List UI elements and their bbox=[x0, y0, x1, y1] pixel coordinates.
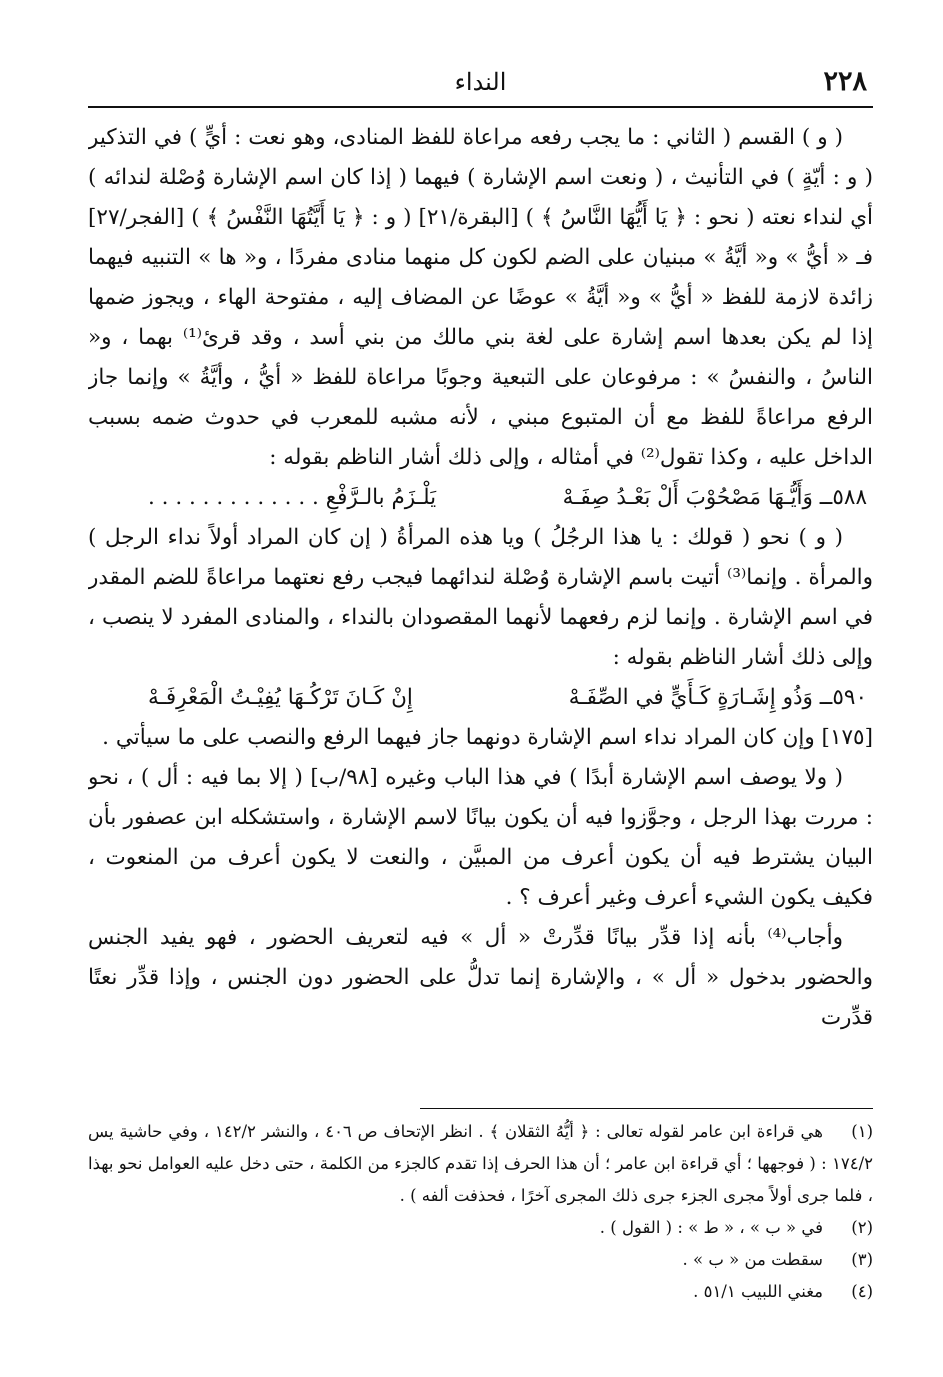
footnote-1 bbox=[88, 1116, 873, 1212]
main-text bbox=[88, 118, 873, 1080]
footnote-number: (٢) bbox=[851, 1218, 873, 1237]
verse-588-second-hemistich: يَلْـزَمُ بالـرَّفْعِ . . . . . . . . . . . . . bbox=[148, 485, 437, 510]
footnote-number: (٤) bbox=[851, 1282, 873, 1301]
footnote-number: (١) bbox=[851, 1122, 874, 1141]
footnote-number: (٣) bbox=[851, 1250, 873, 1269]
footnote-4 bbox=[88, 1276, 873, 1308]
page-number: ٢٢٨ bbox=[823, 66, 867, 97]
footnote-3 bbox=[88, 1244, 873, 1276]
footnotes bbox=[88, 1116, 873, 1308]
verse-588 bbox=[88, 478, 873, 518]
verse-590-second-hemistich: إِنْ كَـانَ تَرْكُـهَا يُفِيْـتُ الْمَعْرِفَـهْ bbox=[148, 685, 413, 710]
footnote-separator bbox=[420, 1108, 873, 1109]
footnote-text: سقطت من « ب » . bbox=[682, 1250, 823, 1269]
running-title: النداء bbox=[454, 68, 507, 96]
paragraph-175: [١٧٥] وإن كان المراد نداء اسم الإشارة دونهما جاز فيهما الرفع والنصب على ما سيأتي . bbox=[102, 725, 873, 750]
verse-590 bbox=[88, 678, 873, 718]
paragraph-demonstrative: ( و ) نحو ( قولك : يا هذا الرجُلُ ) ويا هذه المرأةُ ( إن كان المراد أولاً نداء الرجل ) والمرأة . وإنما⁽³⁾ أتيت باسم الإشارة وُصْلة لندائهما فيجب رفع نعتهما مراعاةً للضم المقدر في اسم الإشارة . وإنما لزم رفعهما لأنهما المقصودان بالنداء ، والمنادى المفرد لا ينصب ، وإلى ذلك أشار الناظم بقوله : bbox=[88, 525, 873, 670]
paragraph-vocative-adjective: ( و ) القسم ( الثاني : ما يجب رفعه مراعاة للفظ المنادى، وهو نعت : أيٍّ ) في التذكير ( و : أيّةٍ ) في التأنيث ، ( ونعت اسم الإشارة ) فيهما ( إذا كان اسم الإشارة وُصْلة لندائه ) أي لنداء نعته ( نحو : ﴿ يَا أَيُّهَا النَّاسُ ﴾ ) [البقرة/٢١] ( و : ﴿ يَا أَيَّتُهَا النَّفْسُ ﴾ ) [الفجر/٢٧] فـ « أيُّ » و« أيَّةُ » مبنيان على الضم لكون كل منهما منادى مفردًا ، و« ها » التنبيه فيهما زائدة لازمة للفظ « أيُّ » و« أيَّةُ » عوضًا عن المضاف إليه ، مفتوحة الهاء ، ويجوز ضمها إذا لم يكن بعدها اسم إشارة على لغة بني مالك من بني أسد ، وقد قرئ⁽¹⁾ بهما ، و« الناسُ ، والنفسُ » : مرفوعان على التبعية وجوبًا مراعاة للفظ « أيُّ ، وأيَّةُ » وإنما جاز الرفع مراعاةً للفظ مع أن المتبوع مبني ، لأنه مشبه للمعرب في حدوث ضمه بسبب الداخل عليه ، وكذا تقول⁽²⁾ في أمثاله ، وإلى ذلك أشار الناظم بقوله : bbox=[88, 125, 873, 470]
paragraph-demonstrative-description: ( ولا يوصف اسم الإشارة أبدًا ) في هذا الباب وغيره [٩٨/ب] ( إلا بما فيه : أل ) ، نحو : مررت بهذا الرجل ، وجوَّزوا فيه أن يكون بيانًا لاسم الإشارة ، واستشكله ابن عصفور بأن البيان يشترط فيه أن يكون أعرف من المبيَّن ، والنعت لا يكون أعرف من المنعوت ، فكيف يكون الشيء أعرف وغير أعرف ؟ . bbox=[88, 765, 873, 910]
verse-588-first-hemistich: ٥٨٨ــ وَأَيُّـهَا مَصْحُوْبَ أَلْ بَعْـدُ صِفَـهْ bbox=[562, 485, 867, 510]
verse-590-first-hemistich: ٥٩٠ــ وَذُو إِشَـارَةٍ كَـأَيٍّ في الصِّفَـهْ bbox=[568, 685, 867, 710]
page-header bbox=[88, 62, 873, 108]
footnote-2 bbox=[88, 1212, 873, 1244]
footnote-text: في « ب » ، « ط » : ( القول ) . bbox=[599, 1218, 823, 1237]
footnote-text: هي قراءة ابن عامر لقوله تعالى : ﴿ أيُّهُ الثقلان ﴾ . انظر الإتحاف ص ٤٠٦ ، والنشر ١٤٢/٢ ، وفي حاشية يس ١٧٤/٢ : ( فوجهها ؛ أي قراءة ابن عامر ؛ أن هذا الحرف إذا تقدم كالجزء من الكلمة ، حتى دخل عليه العوامل نحو بهذا ، فلما جرى أولاً مجرى الجزء جرى ذلك المجرى آخرًا ، فحذفت ألفه ) . bbox=[88, 1122, 873, 1205]
paragraph-answer: وأجاب⁽⁴⁾ بأنه إذا قدِّر بيانًا قدِّرتْ « أل » فيه لتعريف الحضور ، فهو يفيد الجنس والحضور بدخول « أل » ، والإشارة إنما تدلُّ على الحضور دون الجنس ، وإذا قدِّر نعتًا قدِّرت bbox=[88, 925, 873, 1030]
footnote-text: مغني اللبيب ٥١/١ . bbox=[693, 1282, 823, 1301]
